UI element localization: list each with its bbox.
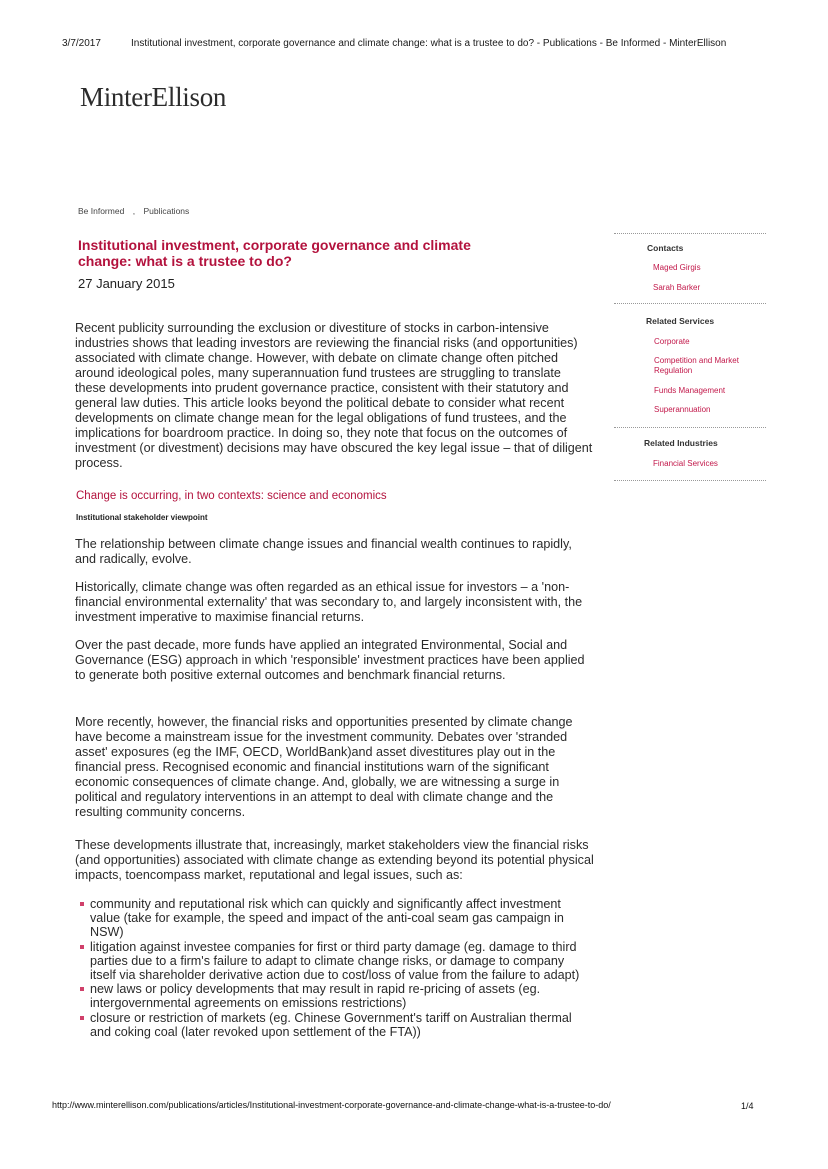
paragraph-3: Over the past decade, more funds have applied an integrated Environmental, Social and Governance (ESG) approach in which 'responsible' investment practices have been applied to generate both positive external outcomes and benchmark financial returns. [75, 638, 585, 682]
list-item-text: new laws or policy developments that may result in rapid re-pricing of assets (eg. intergovernmental agreements on emissions restrictions) [90, 982, 541, 1011]
list-item [80, 940, 590, 983]
print-page-title: Institutional investment, corporate governance and climate change: what is a trustee to do? - Publications - Be Informed - MinterEllison [131, 38, 727, 49]
page-number: 1/4 [741, 1101, 754, 1111]
paragraph-2: Historically, climate change was often regarded as an ethical issue for investors – a 'non-financial environmental externality' that was secondary to, and largely inconsistent with, the investment imperative to maximise financial returns. [75, 580, 583, 624]
bullet-icon [80, 945, 84, 949]
bullet-icon [80, 902, 84, 906]
article-title: Institutional investment, corporate governance and climate change: what is a trustee to do? [78, 237, 471, 269]
site-logo[interactable]: MinterEllison [80, 82, 227, 112]
paragraph-1: The relationship between climate change issues and financial wealth continues to rapidly, and radically, evolve. [75, 537, 572, 566]
risk-list [80, 897, 590, 1039]
industry-link[interactable]: Financial Services [653, 459, 718, 468]
service-link[interactable]: Funds Management [654, 386, 726, 395]
service-link[interactable]: Superannuation [654, 405, 711, 414]
list-item [80, 1011, 590, 1039]
intro-paragraph: Recent publicity surrounding the exclusion or divestiture of stocks in carbon-intensive industries shows that leading investors are reviewing the financial risks (and opportunities) associated with climate change. However, with debate on climate change often pitched around ideological poles, many superannuation fund trustees are struggling to translate these developments into prudent governance practice, consistent with their statutory and general law duties. This article looks beyond the political debate to consider what recent developments on climate change mean for the legal obligations of fund trustees, and the implications for boardroom practice. In doing so, they note that focus on the outcomes of investment (or divestment) decisions may have obscured the key legal issue – that of diligent process. [75, 321, 593, 470]
print-url: http://www.minterellison.com/publications/articles/Institutional-investment-corporate-governance-and-climate-change-what-is-a-trustee-to-do/ [52, 1100, 611, 1110]
breadcrumb [78, 206, 195, 216]
paragraph-4: More recently, however, the financial risks and opportunities presented by climate change have become a mainstream issue for the investment community. Debates over 'stranded asset' exposures (eg the IMF, OECD, WorldBank)and asset divestitures play out in the financial press. Recognised economic and financial institutions warn of the significant economic consequences of climate change. And, globally, we are witnessing a surge in political and regulatory interventions in an attempt to deal with climate change and the resulting community concerns. [75, 715, 573, 819]
sidebar-divider [614, 233, 766, 234]
sidebar-divider [614, 480, 766, 481]
breadcrumb-publications[interactable]: Publications [143, 206, 190, 216]
service-link[interactable]: Competition and Market Regulation [654, 356, 739, 375]
article-intro [75, 321, 595, 471]
breadcrumb-separator: , [132, 206, 136, 216]
list-item-text: closure or restriction of markets (eg. Chinese Government's tariff on Australian thermal and coking coal (later revoked upon settlement of the FTA)) [90, 1010, 572, 1039]
list-item-text: community and reputational risk which can quickly and significantly affect investment value (take for example, the speed and impact of the anti-coal seam gas campaign in NSW) [90, 897, 564, 940]
related-services-heading: Related Services [646, 316, 715, 326]
contacts-heading: Contacts [647, 243, 684, 253]
service-link[interactable]: Corporate [654, 337, 690, 346]
bullet-icon [80, 1016, 84, 1020]
subheading: Institutional stakeholder viewpoint [76, 513, 208, 522]
print-date: 3/7/2017 [62, 38, 101, 49]
article-date: 27 January 2015 [78, 276, 175, 291]
related-industries-heading: Related Industries [644, 438, 718, 448]
contact-link[interactable]: Maged Girgis [653, 263, 701, 272]
paragraph-5: These developments illustrate that, increasingly, market stakeholders view the financial risks (and opportunities) associated with climate change as extending beyond its potential physical impacts, toencompass market, reputational and legal issues, such as: [75, 838, 594, 882]
list-item-text: litigation against investee companies for first or third party damage (eg. damage to third parties due to a firm's failure to adapt to climate change risks, or damage to company itself via shareholder derivative action due to cost/loss of value from the failure to adapt) [90, 939, 580, 983]
list-item [80, 982, 590, 1010]
section-heading: Change is occurring, in two contexts: science and economics [76, 490, 387, 502]
bullet-icon [80, 987, 84, 991]
contact-link[interactable]: Sarah Barker [653, 283, 701, 292]
breadcrumb-be-informed[interactable]: Be Informed [78, 206, 125, 216]
list-item [80, 897, 590, 940]
sidebar-divider [614, 303, 766, 304]
sidebar-divider [614, 427, 766, 428]
